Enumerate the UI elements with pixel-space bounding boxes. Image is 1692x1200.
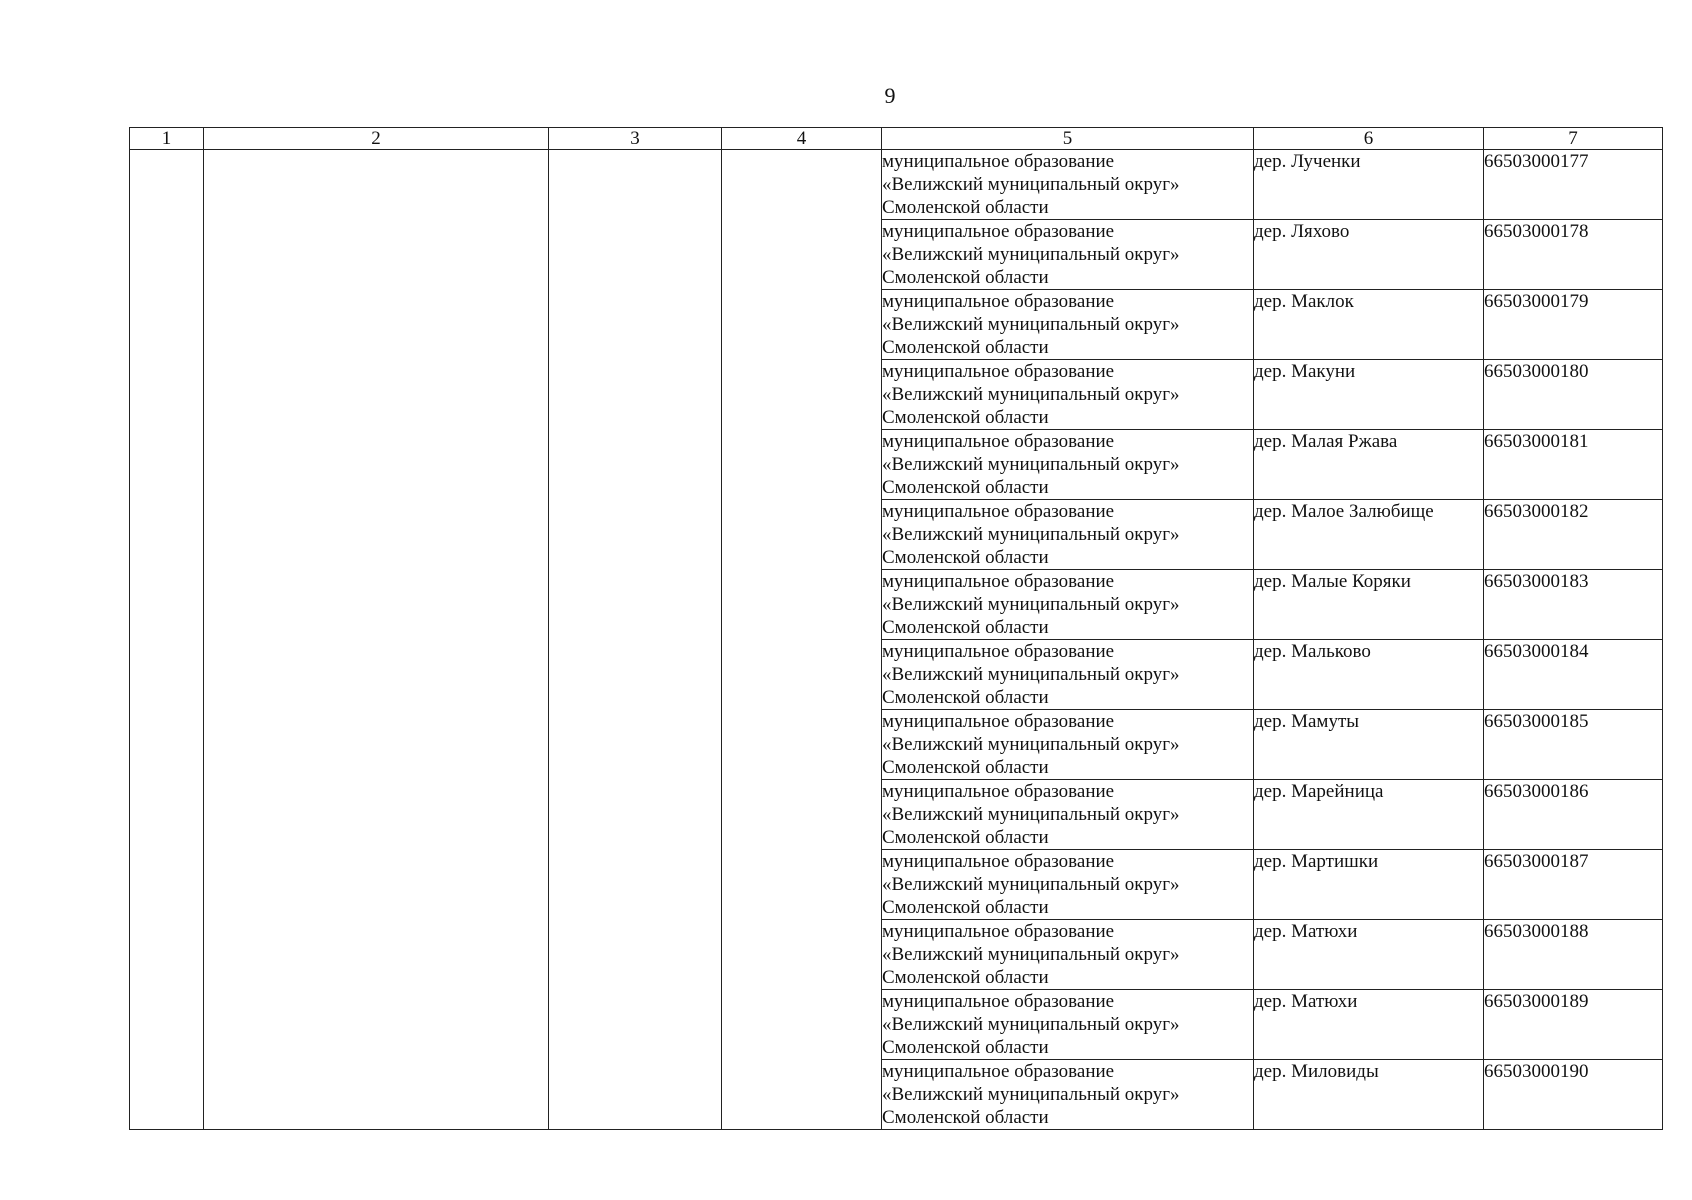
table-body: [130, 150, 1663, 1130]
municipality-line: Смоленской области: [882, 197, 1049, 218]
oktmo-code-cell: 66503000188: [1484, 920, 1663, 990]
column-header-3: 3: [549, 128, 722, 150]
settlement-cell: дер. Матюхи: [1254, 920, 1484, 990]
column-header-6: 6: [1254, 128, 1484, 150]
municipality-line: Смоленской области: [882, 337, 1049, 358]
municipality-line: муниципальное образование: [882, 1061, 1115, 1082]
municipality-line: муниципальное образование: [882, 361, 1115, 382]
municipality-line: муниципальное образование: [882, 571, 1115, 592]
municipality-cell: [882, 570, 1254, 640]
empty-cell-col-4: [722, 150, 882, 1130]
municipality-line: муниципальное образование: [882, 851, 1115, 872]
empty-cell-col-2: [204, 150, 549, 1130]
municipality-cell: [882, 640, 1254, 710]
municipality-line: Смоленской области: [882, 477, 1049, 498]
column-header-7: 7: [1484, 128, 1663, 150]
municipality-line: Смоленской области: [882, 827, 1049, 848]
settlement-cell: дер. Матюхи: [1254, 990, 1484, 1060]
column-header-2: 2: [204, 128, 549, 150]
oktmo-code-cell: 66503000186: [1484, 780, 1663, 850]
oktmo-code-cell: 66503000190: [1484, 1060, 1663, 1130]
municipality-cell: [882, 1060, 1254, 1130]
oktmo-code-cell: 66503000185: [1484, 710, 1663, 780]
settlement-cell: дер. Мамуты: [1254, 710, 1484, 780]
settlement-cell: дер. Мальково: [1254, 640, 1484, 710]
empty-cell-col-3: [549, 150, 722, 1130]
oktmo-code-cell: 66503000187: [1484, 850, 1663, 920]
municipality-line: муниципальное образование: [882, 501, 1115, 522]
municipality-line: «Велижский муниципальный округ»: [882, 384, 1180, 405]
municipality-line: Смоленской области: [882, 1107, 1049, 1128]
registry-table: [129, 127, 1663, 1130]
settlement-cell: дер. Лученки: [1254, 150, 1484, 220]
column-header-5: 5: [882, 128, 1254, 150]
municipality-line: Смоленской области: [882, 267, 1049, 288]
municipality-line: Смоленской области: [882, 757, 1049, 778]
municipality-line: «Велижский муниципальный округ»: [882, 1014, 1180, 1035]
municipality-cell: [882, 360, 1254, 430]
settlement-cell: дер. Малые Коряки: [1254, 570, 1484, 640]
oktmo-code-cell: 66503000178: [1484, 220, 1663, 290]
municipality-line: муниципальное образование: [882, 921, 1115, 942]
settlement-cell: дер. Малое Залюбище: [1254, 500, 1484, 570]
settlement-cell: дер. Ляхово: [1254, 220, 1484, 290]
municipality-line: муниципальное образование: [882, 221, 1115, 242]
municipality-line: Смоленской области: [882, 897, 1049, 918]
column-header-1: 1: [130, 128, 204, 150]
municipality-cell: [882, 780, 1254, 850]
municipality-line: «Велижский муниципальный округ»: [882, 594, 1180, 615]
municipality-line: Смоленской области: [882, 967, 1049, 988]
municipality-line: «Велижский муниципальный округ»: [882, 734, 1180, 755]
municipality-cell: [882, 150, 1254, 220]
oktmo-code-cell: 66503000184: [1484, 640, 1663, 710]
municipality-line: «Велижский муниципальный округ»: [882, 174, 1180, 195]
municipality-line: Смоленской области: [882, 687, 1049, 708]
municipality-cell: [882, 920, 1254, 990]
oktmo-code-cell: 66503000183: [1484, 570, 1663, 640]
oktmo-code-cell: 66503000179: [1484, 290, 1663, 360]
table-row: [130, 150, 1663, 220]
settlement-cell: дер. Мартишки: [1254, 850, 1484, 920]
municipality-cell: [882, 850, 1254, 920]
municipality-line: муниципальное образование: [882, 711, 1115, 732]
municipality-line: «Велижский муниципальный округ»: [882, 314, 1180, 335]
municipality-line: «Велижский муниципальный округ»: [882, 874, 1180, 895]
municipality-line: муниципальное образование: [882, 641, 1115, 662]
municipality-cell: [882, 990, 1254, 1060]
municipality-cell: [882, 430, 1254, 500]
page-number: 9: [884, 83, 896, 108]
municipality-line: «Велижский муниципальный округ»: [882, 524, 1180, 545]
municipality-line: Смоленской области: [882, 547, 1049, 568]
header-row: [130, 128, 1663, 150]
municipality-cell: [882, 290, 1254, 360]
oktmo-code-cell: 66503000182: [1484, 500, 1663, 570]
municipality-line: «Велижский муниципальный округ»: [882, 944, 1180, 965]
municipality-line: муниципальное образование: [882, 151, 1115, 172]
municipality-line: «Велижский муниципальный округ»: [882, 664, 1180, 685]
municipality-line: Смоленской области: [882, 1037, 1049, 1058]
municipality-line: муниципальное образование: [882, 781, 1115, 802]
settlement-cell: дер. Малая Ржава: [1254, 430, 1484, 500]
municipality-cell: [882, 500, 1254, 570]
oktmo-code-cell: 66503000189: [1484, 990, 1663, 1060]
municipality-line: муниципальное образование: [882, 291, 1115, 312]
settlement-cell: дер. Макуни: [1254, 360, 1484, 430]
municipality-line: «Велижский муниципальный округ»: [882, 1084, 1180, 1105]
municipality-line: Смоленской области: [882, 407, 1049, 428]
column-header-4: 4: [722, 128, 882, 150]
municipality-line: «Велижский муниципальный округ»: [882, 804, 1180, 825]
municipality-line: «Велижский муниципальный округ»: [882, 244, 1180, 265]
oktmo-code-cell: 66503000181: [1484, 430, 1663, 500]
settlement-cell: дер. Миловиды: [1254, 1060, 1484, 1130]
table-header: [130, 128, 1663, 150]
municipality-line: «Велижский муниципальный округ»: [882, 454, 1180, 475]
oktmo-code-cell: 66503000177: [1484, 150, 1663, 220]
oktmo-code-cell: 66503000180: [1484, 360, 1663, 430]
municipality-line: муниципальное образование: [882, 991, 1115, 1012]
municipality-cell: [882, 220, 1254, 290]
empty-cell-col-1: [130, 150, 204, 1130]
municipality-line: муниципальное образование: [882, 431, 1115, 452]
settlement-cell: дер. Марейница: [1254, 780, 1484, 850]
settlement-cell: дер. Маклок: [1254, 290, 1484, 360]
municipality-line: Смоленской области: [882, 617, 1049, 638]
municipality-cell: [882, 710, 1254, 780]
